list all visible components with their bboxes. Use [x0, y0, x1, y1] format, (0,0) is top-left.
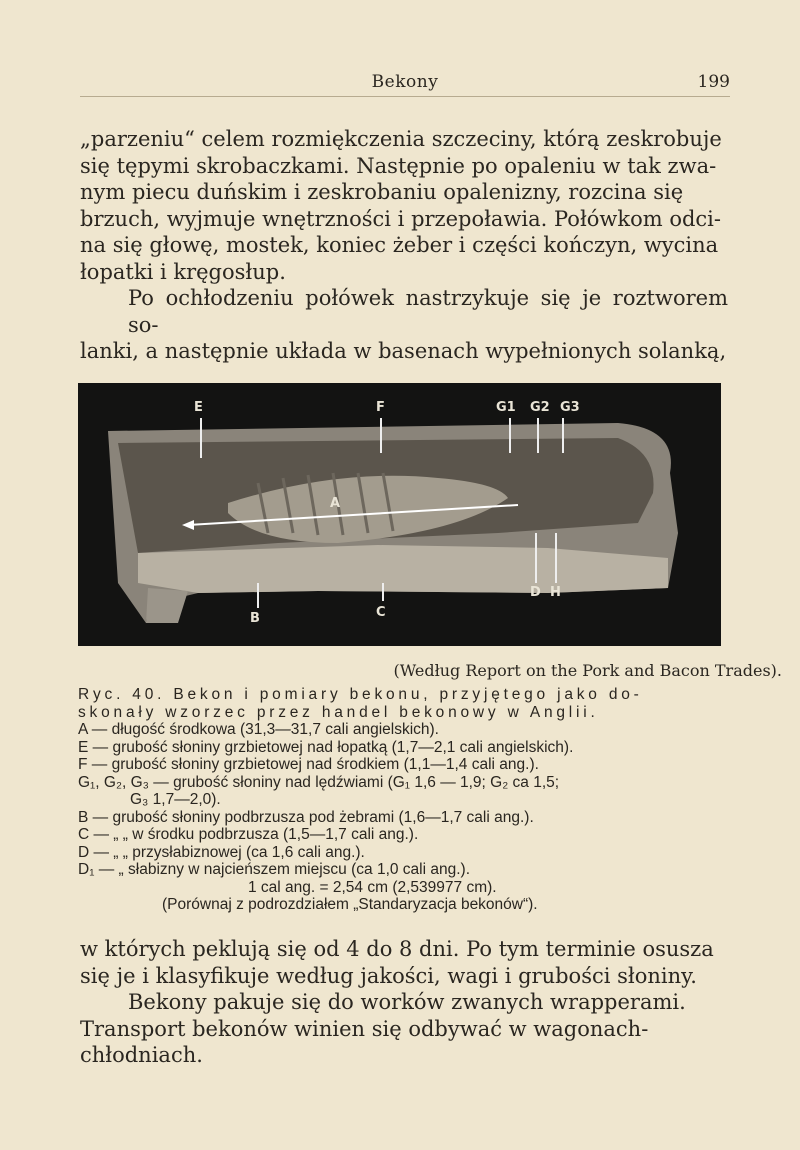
caption-line: F — grubość słoniny grzbietowej nad środkiem (1,1—1,4 cali ang.).	[78, 756, 539, 773]
paragraph-2	[80, 936, 728, 1069]
figure-caption	[78, 686, 730, 914]
bacon-photo-figure	[78, 383, 721, 646]
paragraph-1	[80, 126, 728, 365]
text-line: lanki, a następnie układa w basenach wypełnionych solanką,	[80, 339, 727, 363]
text-line: łopatki i kręgosłup.	[80, 259, 286, 284]
text-line: Bekony pakuje się do worków zwanych wrapperami.	[128, 990, 686, 1014]
running-header	[80, 72, 730, 96]
label-e: E	[194, 400, 203, 415]
caption-line: (Porównaj z podrozdziałem „Standaryzacja bekonów“).	[162, 896, 538, 913]
bacon-belly	[138, 545, 668, 593]
bacon-flap	[146, 588, 188, 623]
text-line: „parzeniu“ celem rozmiękczenia szczeciny, którą zeskrobuje	[80, 127, 722, 151]
text-line: w których peklują się od 4 do 8 dni. Po tym terminie osusza	[80, 937, 714, 961]
label-f: F	[376, 400, 385, 415]
label-c: C	[376, 605, 386, 620]
caption-line: G₁, G₂, G₃ — grubość słoniny nad lędźwiami (G₁ 1,6 — 1,9; G₂ ca 1,5;	[78, 773, 560, 791]
caption-line: B — grubość słoniny podbrzusza pod żebrami (1,6—1,7 cali ang.).	[78, 808, 534, 826]
page-number: 199	[697, 72, 730, 92]
text-line: nym piecu duńskim i zeskrobaniu opalenizny, rozcina się	[80, 180, 684, 204]
caption-line: D — „ „ przysłabiznowej (ca 1,6 cali ang.).	[78, 843, 365, 861]
text-line: się tępymi skrobaczkami. Następnie po opaleniu w tak zwa-	[80, 153, 717, 178]
figure-credit: (Według Report on the Pork and Bacon Trades).	[393, 661, 782, 680]
label-h: H	[550, 585, 561, 600]
caption-line: A — długość środkowa (31,3—31,7 cali angielskich).	[78, 721, 439, 738]
caption-line: G₃ 1,7—2,0).	[130, 791, 221, 808]
label-b: B	[250, 611, 260, 626]
caption-line: Ryc. 40. Bekon i pomiary bekonu, przyjętego jako do-	[78, 686, 643, 703]
header-rule	[80, 96, 730, 97]
text-line: na się głowę, mostek, koniec żeber i części kończyn, wycina	[80, 233, 719, 257]
text-line: się je i klasyfikuje według jakości, wagi i grubości słoniny.	[80, 963, 697, 988]
text-line: brzuch, wyjmuje wnętrzności i przepoławia. Połówkom odci-	[80, 206, 721, 231]
caption-line: C — „ „ w środku podbrzusza (1,5—1,7 cali ang.).	[78, 826, 419, 843]
caption-line: skonały wzorzec przez handel bekonowy w Anglii.	[78, 703, 599, 721]
caption-line: E — grubość słoniny grzbietowej nad łopatką (1,7—2,1 cali angielskich).	[78, 738, 574, 756]
text-line: Transport bekonów winien się odbywać w wagonach-	[80, 1016, 649, 1041]
label-g1: G1	[496, 400, 516, 415]
caption-line: 1 cal ang. = 2,54 cm (2,539977 cm).	[248, 878, 497, 896]
label-g2: G2	[530, 400, 550, 415]
bacon-photo	[78, 383, 721, 646]
text-line: chłodniach.	[80, 1043, 203, 1067]
label-g3: G3	[560, 400, 580, 415]
running-title: Bekony	[371, 72, 439, 92]
text-line: Po ochłodzeniu połówek nastrzykuje się je roztworem so-	[128, 286, 728, 337]
label-a: A	[330, 496, 341, 511]
label-d: D	[530, 585, 541, 600]
caption-line: D₁ — „ słabizny w najcieńszem miejscu (ca 1,0 cali ang.).	[78, 861, 471, 878]
